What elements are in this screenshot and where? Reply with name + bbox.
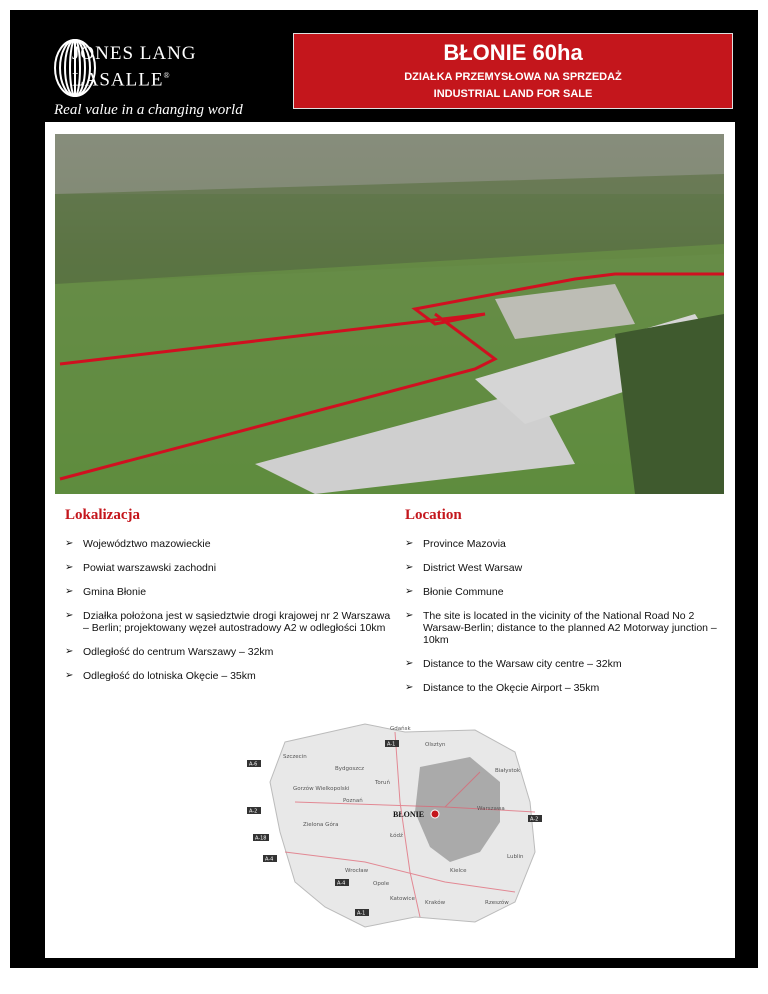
map-city: Rzeszów [485,900,509,906]
tagline: Real value in a changing world [54,102,243,118]
map-city: Olsztyn [425,742,446,748]
poland-map [245,712,565,932]
list-item: ➢ Błonie Commune [405,586,735,598]
map-city: Opole [373,881,390,887]
location-en-heading: Location [405,507,462,523]
map-city: Wrocław [345,868,369,874]
map-road: A-1 [357,910,366,917]
map-city: Białystok [495,768,521,774]
map-city: Zielona Góra [303,822,339,828]
map-road: A-2 [530,816,539,823]
map-highlight-label: BŁONIE [393,810,425,819]
location-pl-section [65,507,395,694]
list-item: ➢ Odległość do lotniska Okęcie – 35km [65,670,395,682]
map-road: A-4 [337,880,346,887]
header [10,10,758,122]
map-road: A-18 [255,835,267,842]
location-pl-heading: Lokalizacja [65,507,140,523]
location-pl-list [65,538,395,682]
location-en-section [405,507,735,706]
logo-line1: JONES LANG [72,43,197,64]
location-en-list [405,538,735,694]
list-item: ➢ Province Mazovia [405,538,735,550]
map-city: Toruń [375,780,391,786]
map-road: A-4 [265,856,274,863]
list-item: ➢ District West Warsaw [405,562,735,574]
map-city: Gdańsk [390,726,411,732]
map-city: Kielce [450,868,467,874]
map-city: Katowice [390,896,415,902]
brochure-page [10,10,758,968]
map-city: Warszawa [477,806,505,812]
banner-subtitle-pl: DZIAŁKA PRZEMYSŁOWA NA SPRZEDAŻ [404,71,622,83]
map-city: Kraków [425,900,446,906]
map-city: Gorzów Wielkopolski [293,786,350,792]
banner-title: BŁONIE 60ha [443,40,583,65]
aerial-photo [55,134,724,494]
map-city: Bydgoszcz [335,766,365,772]
banner-subtitle-en: INDUSTRIAL LAND FOR SALE [433,88,593,100]
map-road: A-2 [249,808,258,815]
map-city: Lublin [507,854,524,860]
logo-line2: LASALLE [72,69,164,91]
map-city: Poznań [343,798,363,804]
content-area [45,122,735,958]
list-item: ➢ Distance to the Warsaw city centre – 32km [405,658,735,670]
logo-registered: ® [163,71,171,80]
list-item: ➢ Distance to the Okęcie Airport – 35km [405,682,735,694]
map-city: Łódź [390,833,403,839]
map-road: A-1 [387,741,396,748]
title-banner [293,33,733,109]
map-city: Szczecin [283,754,307,760]
list-item: ➢ Powiat warszawski zachodni [65,562,395,574]
list-item: ➢ Gmina Błonie [65,586,395,598]
blonie-marker-icon [431,810,439,818]
list-item: ➢ Działka położona jest w sąsiedztwie drogi krajowej nr 2 Warszawa – Berlin; projektowany węzeł autostradowy A2 w odległości 10km [65,610,395,634]
list-item: ➢ The site is located in the vicinity of the National Road No 2 Warsaw-Berlin; distance to the planned A2 Motorway junction – 10km [405,610,735,646]
map-road: A-6 [249,761,258,768]
logo-text [72,43,197,91]
list-item: ➢ Odległość do centrum Warszawy – 32km [65,646,395,658]
list-item: ➢ Województwo mazowieckie [65,538,395,550]
